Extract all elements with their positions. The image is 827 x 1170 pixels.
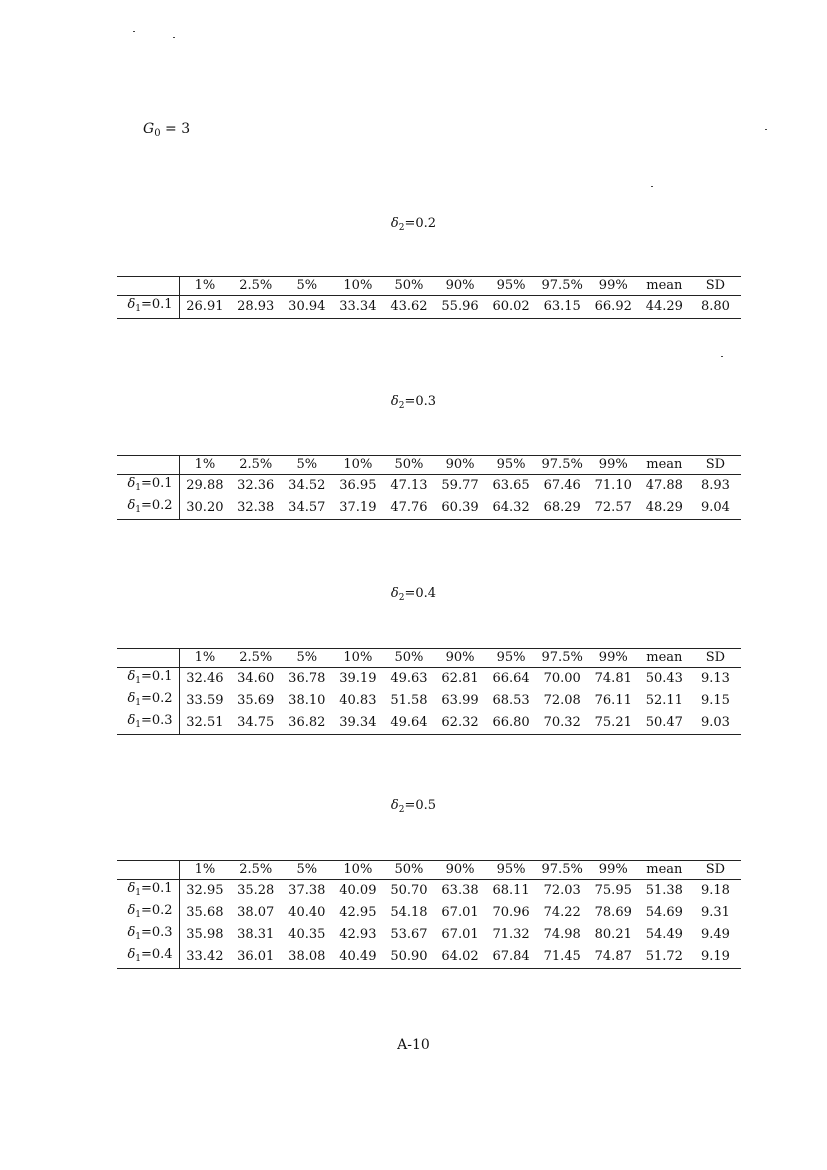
table-row (117, 902, 741, 924)
table-cell: 51.38 (645, 883, 683, 898)
table-cell: 67.01 (441, 927, 479, 942)
table-cell: 55.96 (434, 296, 485, 319)
table-cell: 70.32 (537, 712, 588, 735)
table-cell: 54.69 (645, 905, 683, 920)
table-cell: 68.53 (492, 693, 530, 708)
table-cell: 39.34 (332, 712, 383, 735)
column-header: 50% (383, 456, 434, 475)
column-header: 97.5% (537, 277, 588, 296)
table-cell: 62.32 (434, 712, 485, 735)
table-cell: 32.46 (186, 671, 224, 686)
table-cell: 32.38 (230, 497, 281, 520)
table-cell: 63.38 (441, 883, 479, 898)
table-cell: 64.32 (486, 497, 537, 520)
table-cell: 32.51 (179, 712, 230, 735)
g0-symbol: G (143, 121, 155, 137)
table-cell: 71.10 (594, 478, 632, 493)
scan-speck (173, 37, 175, 38)
table-cell: 50.47 (639, 712, 690, 735)
table-cell: 9.31 (700, 905, 730, 920)
column-header: 90% (434, 456, 485, 475)
column-header: 50% (383, 277, 434, 296)
table-cell: 47.13 (390, 478, 428, 493)
table-cell: 63.99 (441, 693, 479, 708)
table-cell: 74.81 (594, 671, 632, 686)
column-header: 99% (588, 649, 639, 668)
table-cell: 44.29 (639, 296, 690, 319)
table-header-row (117, 861, 741, 880)
column-header: 1% (179, 861, 230, 880)
column-header: 2.5% (230, 456, 281, 475)
row-label: $\delta_1=0.1$ (117, 475, 179, 498)
section-heading: $\delta_2=0.4$ (390, 586, 437, 603)
table-cell: 38.10 (288, 693, 326, 708)
scan-speck (765, 129, 767, 130)
corner-cell (117, 277, 179, 296)
table-cell: 36.82 (281, 712, 332, 735)
table-cell: 67.46 (543, 478, 581, 493)
column-header: 95% (486, 861, 537, 880)
table-cell: 40.40 (288, 905, 326, 920)
table-row (117, 880, 741, 903)
table-cell: 34.60 (237, 671, 275, 686)
table-cell: 9.49 (700, 927, 730, 942)
table-cell: 35.28 (237, 883, 275, 898)
table-cell: 38.31 (237, 927, 275, 942)
table-cell: 34.52 (288, 478, 326, 493)
column-header: mean (639, 649, 690, 668)
table-header-row (117, 277, 741, 296)
row-label: $\delta_1=0.2$ (117, 497, 179, 520)
table-cell: 67.01 (441, 905, 479, 920)
table-cell: 71.45 (537, 946, 588, 969)
table-cell: 35.98 (186, 927, 224, 942)
column-header: 10% (332, 277, 383, 296)
table-cell: 37.38 (288, 883, 326, 898)
column-header: 97.5% (537, 456, 588, 475)
table-cell: 9.19 (690, 946, 741, 969)
column-header: mean (639, 861, 690, 880)
corner-cell (117, 456, 179, 475)
column-header: 2.5% (230, 861, 281, 880)
table-cell: 50.70 (390, 883, 428, 898)
table-header-row (117, 649, 741, 668)
column-header: SD (690, 277, 741, 296)
table-row (117, 497, 741, 520)
row-label: $\delta_1=0.1$ (117, 296, 179, 319)
table-cell: 33.59 (186, 693, 224, 708)
table-cell: 43.62 (383, 296, 434, 319)
table-cell: 36.95 (339, 478, 377, 493)
table-cell: 63.65 (492, 478, 530, 493)
table-cell: 38.07 (237, 905, 275, 920)
table-cell: 9.13 (700, 671, 730, 686)
table-header-row (117, 456, 741, 475)
page-number: A-10 (397, 1037, 430, 1053)
table-cell: 63.15 (537, 296, 588, 319)
table-cell: 28.93 (230, 296, 281, 319)
column-header: 90% (434, 649, 485, 668)
table-cell: 48.29 (639, 497, 690, 520)
table-cell: 29.88 (186, 478, 224, 493)
column-header: 97.5% (537, 861, 588, 880)
table-cell: 66.64 (492, 671, 530, 686)
row-label: $\delta_1=0.2$ (117, 690, 179, 712)
table-cell: 49.64 (383, 712, 434, 735)
table-row (117, 668, 741, 691)
table-cell: 49.63 (390, 671, 428, 686)
table-cell: 76.11 (594, 693, 632, 708)
table-row (117, 475, 741, 498)
table-row (117, 296, 741, 319)
quantile-table (117, 648, 741, 735)
quantile-table (117, 860, 741, 969)
table-cell: 42.95 (339, 905, 377, 920)
table-cell: 78.69 (594, 905, 632, 920)
row-label: $\delta_1=0.4$ (117, 946, 179, 969)
table-cell: 47.88 (645, 478, 683, 493)
column-header: 95% (486, 649, 537, 668)
row-label: $\delta_1=0.1$ (117, 668, 179, 691)
scan-speck (133, 31, 135, 32)
column-header: 2.5% (230, 649, 281, 668)
table-cell: 8.80 (690, 296, 741, 319)
column-header: 1% (179, 456, 230, 475)
g0-subscript: 0 (154, 128, 161, 139)
column-header: 2.5% (230, 277, 281, 296)
table-cell: 33.34 (332, 296, 383, 319)
g0-label (143, 121, 190, 139)
table-cell: 8.93 (700, 478, 730, 493)
corner-cell (117, 649, 179, 668)
table-cell: 74.22 (543, 905, 581, 920)
section-heading: $\delta_2=0.5$ (390, 798, 437, 815)
column-header: 90% (434, 861, 485, 880)
table-cell: 37.19 (332, 497, 383, 520)
table-cell: 39.19 (339, 671, 377, 686)
column-header: 5% (281, 649, 332, 668)
quantile-table (117, 276, 741, 319)
table-cell: 50.43 (645, 671, 683, 686)
table-cell: 50.90 (383, 946, 434, 969)
table-cell: 9.15 (700, 693, 730, 708)
column-header: 99% (588, 861, 639, 880)
section-heading: $\delta_2=0.3$ (390, 394, 437, 411)
table-cell: 26.91 (179, 296, 230, 319)
table-cell: 54.18 (390, 905, 428, 920)
table-cell: 72.03 (543, 883, 581, 898)
column-header: 99% (588, 456, 639, 475)
table-cell: 40.35 (288, 927, 326, 942)
table-cell: 72.57 (588, 497, 639, 520)
quantile-table (117, 455, 741, 520)
table-cell: 40.09 (339, 883, 377, 898)
table-cell: 42.93 (339, 927, 377, 942)
table-cell: 9.18 (700, 883, 730, 898)
table-cell: 51.72 (639, 946, 690, 969)
table-cell: 35.68 (186, 905, 224, 920)
table-cell: 60.02 (486, 296, 537, 319)
column-header: 1% (179, 649, 230, 668)
table-cell: 75.95 (594, 883, 632, 898)
table-cell: 74.87 (588, 946, 639, 969)
column-header: 5% (281, 277, 332, 296)
column-header: 1% (179, 277, 230, 296)
table-cell: 34.57 (281, 497, 332, 520)
table-cell: 75.21 (588, 712, 639, 735)
table-row (117, 690, 741, 712)
table-cell: 70.96 (492, 905, 530, 920)
column-header: 10% (332, 456, 383, 475)
table-cell: 38.08 (281, 946, 332, 969)
table-cell: 59.77 (441, 478, 479, 493)
table-cell: 36.01 (230, 946, 281, 969)
row-label: $\delta_1=0.2$ (117, 902, 179, 924)
table-cell: 66.92 (588, 296, 639, 319)
column-header: 10% (332, 861, 383, 880)
column-header: 5% (281, 456, 332, 475)
column-header: 5% (281, 861, 332, 880)
column-header: 50% (383, 649, 434, 668)
table-cell: 32.95 (186, 883, 224, 898)
table-cell: 40.49 (332, 946, 383, 969)
table-cell: 30.20 (179, 497, 230, 520)
column-header: 95% (486, 277, 537, 296)
scan-speck (721, 356, 723, 357)
row-label: $\delta_1=0.3$ (117, 924, 179, 946)
column-header: SD (690, 861, 741, 880)
column-header: SD (690, 456, 741, 475)
column-header: mean (639, 277, 690, 296)
table-row (117, 924, 741, 946)
table-cell: 51.58 (390, 693, 428, 708)
column-header: 95% (486, 456, 537, 475)
table-cell: 36.78 (288, 671, 326, 686)
table-cell: 74.98 (543, 927, 581, 942)
table-cell: 34.75 (230, 712, 281, 735)
table-row (117, 712, 741, 735)
table-cell: 47.76 (383, 497, 434, 520)
table-cell: 68.11 (492, 883, 530, 898)
column-header: 10% (332, 649, 383, 668)
table-cell: 60.39 (434, 497, 485, 520)
table-cell: 66.80 (486, 712, 537, 735)
table-cell: 62.81 (441, 671, 479, 686)
table-cell: 33.42 (179, 946, 230, 969)
column-header: SD (690, 649, 741, 668)
table-cell: 35.69 (237, 693, 275, 708)
row-label: $\delta_1=0.3$ (117, 712, 179, 735)
column-header: 99% (588, 277, 639, 296)
column-header: 97.5% (537, 649, 588, 668)
table-cell: 72.08 (543, 693, 581, 708)
table-row (117, 946, 741, 969)
section-heading: $\delta_2=0.2$ (390, 216, 437, 233)
table-cell: 68.29 (537, 497, 588, 520)
g0-value: = 3 (165, 121, 191, 137)
table-cell: 71.32 (492, 927, 530, 942)
column-header: 90% (434, 277, 485, 296)
table-cell: 80.21 (594, 927, 632, 942)
table-cell: 70.00 (543, 671, 581, 686)
table-cell: 40.83 (339, 693, 377, 708)
scan-speck (651, 186, 653, 187)
table-cell: 9.03 (690, 712, 741, 735)
table-cell: 52.11 (645, 693, 683, 708)
corner-cell (117, 861, 179, 880)
table-cell: 54.49 (645, 927, 683, 942)
table-cell: 64.02 (434, 946, 485, 969)
table-cell: 9.04 (690, 497, 741, 520)
column-header: mean (639, 456, 690, 475)
table-cell: 53.67 (390, 927, 428, 942)
row-label: $\delta_1=0.1$ (117, 880, 179, 903)
table-cell: 30.94 (281, 296, 332, 319)
table-cell: 32.36 (237, 478, 275, 493)
table-cell: 67.84 (486, 946, 537, 969)
column-header: 50% (383, 861, 434, 880)
